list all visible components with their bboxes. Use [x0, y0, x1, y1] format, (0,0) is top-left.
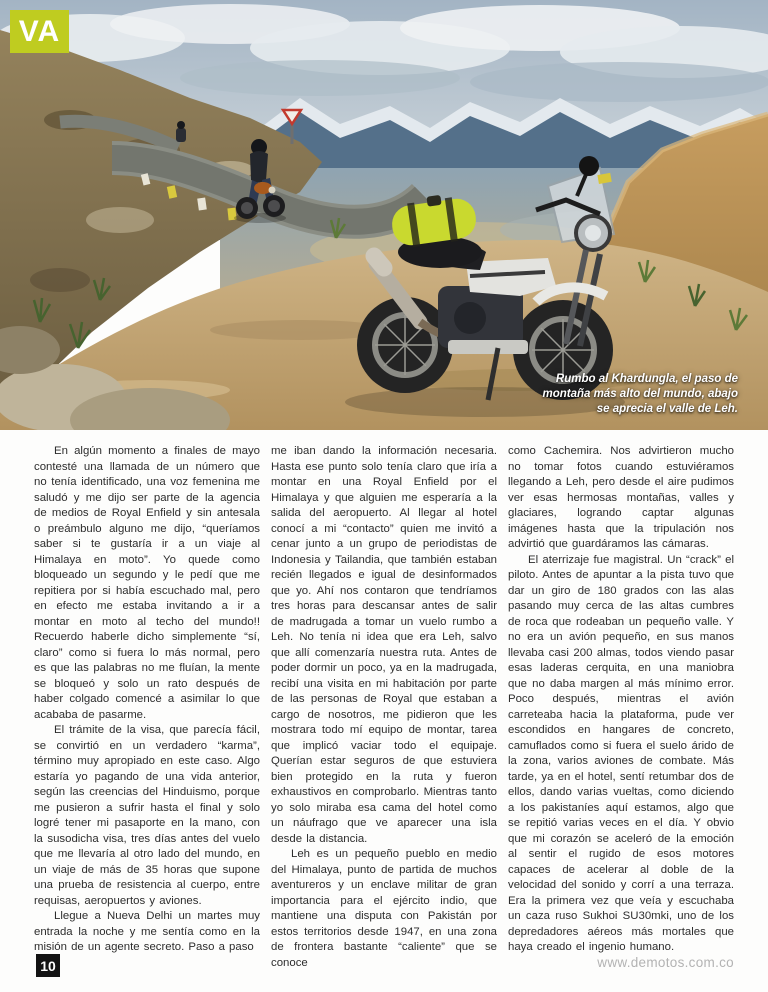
article-column-3 — [508, 444, 734, 971]
paragraph: El trámite de la visa, que parecía fácil, se convirtió en un verdadero “karma”, término muy apropiado en este caso. Algo estaría yo pagando de una vida anterior, según las creencias del Hinduismo, porque me pusieron a sufrir hasta el final y solo logré tener mi pasaporte en la mano, con la susodicha visa, tres días antes del vuelo que me llevaría al otro lado del mundo, en un viaje de más de 35 horas que supone una prueba de resistencia al cuerpo, entre requisas, aeropuertos y aviones. — [34, 724, 260, 907]
website-link[interactable]: www.demotos.com.co — [597, 955, 734, 970]
article-column-2 — [271, 444, 497, 971]
distant-rider — [176, 121, 186, 142]
hero-photo — [0, 0, 768, 430]
section-badge — [10, 10, 69, 53]
photo-caption: Rumbo al Khardungla, el paso de montaña más alto del mundo, abajo se aprecia el valle de Leh. — [542, 373, 738, 415]
section-badge-label: VA — [18, 14, 61, 48]
article-column-1 — [34, 444, 260, 971]
paragraph: En algún momento a finales de mayo contesté una llamada de un número que no tenía identificado, una voz femenina me saludó y me dijo ser parte de la agencia de medios de Royal Enfield y sin antesala o preámbulo alguno me dijo, “queríamos saber si te gustaría ir a un viaje al Himalaya en moto”. Yo quede como bloqueado un segundo y le pedí que me repitiera por si había escuchado mal, pero en efecto me estaba invitando a ir a montar en moto al techo del mundo!! Recuerdo haberle dicho simplemente “sí, claro” como si fuera lo más normal, pero es que las palabras no me fluían, la mente se bloqueó y solo un rato después de haber colgado comencé a asimilar lo que acababa de pasarme. — [34, 445, 260, 721]
paragraph: como Cachemira. Nos advirtieron mucho no tomar fotos cuando estuviéramos llegando a Leh, pero desde el aire pudimos ver esas hermosas montañas, valles y glaciares, logrando captar algunas imágenes hasta que la tripulación nos advirtió que guardáramos las cámaras. — [508, 445, 734, 550]
page-footer — [34, 952, 734, 978]
page-number: 10 — [36, 954, 60, 977]
paragraph: Llegue a Nueva Delhi un martes muy entrada la noche y me sentía como en la misión de un agente secreto. Paso a paso — [34, 910, 260, 953]
article-body — [34, 444, 734, 971]
paragraph: Leh es un pequeño pueblo en medio del Himalaya, punto de partida de muchos aventureros y un enclave militar de gran importancia para el ejército indio, que mantiene una disputa con Pakistán por estos territorios desde 1947, en una zona de frontera bastante “caliente” que se conoce — [271, 848, 497, 969]
paragraph: me iban dando la información necesaria. Hasta ese punto solo tenía claro que iría a montar en una Royal Enfield por el Himalaya y que alguien me esperaría a la salida del aeropuerto. Al llegar al hotel conocí a mi “contacto” quien me invitó a cenar junto a un grupo de periodistas de Indonesia y Tailandia, que también estaban recién llegados e igual de desinformados que yo. Ahí nos contaron que tendríamos tres horas para descansar antes de salir de madrugada a tomar un vuelo rumbo a Leh. No tenía ni idea que era Leh, salvo que allí comenzaría nuestra ruta. Antes de poder dormir un poco, ya en la madrugada, recibí una visita en mi habitación por parte de las personas de Royal que estaban a cargo de nosotros, me pidieron que les mostrara todo mí equipo de montar, tarea que implicó vaciar todo el equipaje. Querían estar seguros de que estuviera bien protegido en la ruta y fueron exhaustivos en comprobarlo. Mientras tanto yo solo miraba esa cama del hotel como un náufrago que ve aparecer una isla desde la distancia. — [271, 445, 497, 845]
paragraph: El aterrizaje fue magistral. Un “crack” el piloto. Antes de apuntar a la pista tuvo que dar un giro de 180 grados con las alas pasando muy cerca de las altas cumbres de roca que rodeaban un pequeño valle. Y no era un avión pequeño, en sus manos llevaba casi 200 almas, todos viendo pasar esas laderas cerquita, en una maniobra que no daba margen al más mínimo error. Poco después, mientras el avión carreteaba hacia la plataforma, pude ver escondidos en hangares de concreto, camuflados como si fuera el suelo árido de la zona, varios aviones de combate. Más tarde, ya en el hotel, sentí retumbar dos de ellos, dando varias vueltas, como diciendo a los pakistaníes aquí estamos, algo que se repitió varias veces en el día. Y obvio que mi corazón se aceleró de la emoción al sentir el rugido de esos motores capaces de acelerar al doble de la velocidad del sonido y corrí a una terraza. Era la primera vez que veía y escuchaba un caza ruso Sukhoi SU30mki, uno de los depredadores aéreos más mortales que haya creado el ingenio humano. — [508, 553, 734, 953]
photo-illustration — [0, 0, 768, 430]
